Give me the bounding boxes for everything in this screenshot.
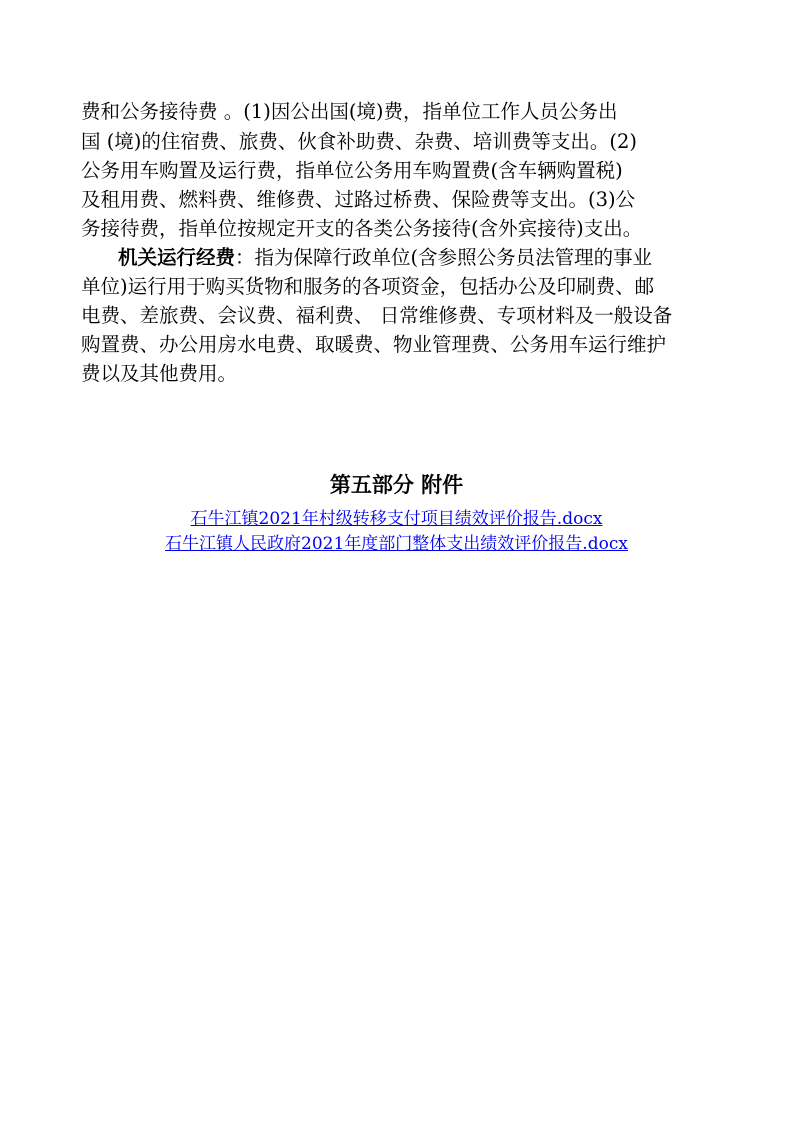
term-heading: 机关运行经费: [118, 246, 236, 269]
paragraph-line: 国 (境)的住宿费、旅费、伙食补助费、杂费、培训费等支出。(2): [81, 130, 638, 153]
paragraph-line: 单位)运行用于购买货物和服务的各项资金，包括办公及印刷费、邮: [81, 275, 655, 298]
paragraph-line: 费和公务接待费 。(1)因公出国(境)费，指单位工作人员公务出: [81, 100, 618, 123]
paragraph-line: 购置费、办公用房水电费、取暖费、物业管理费、公务用车运行维护: [81, 333, 667, 356]
paragraph-line: 及租用费、燃料费、维修费、过路过桥费、保险费等支出。(3)公: [81, 188, 636, 211]
term-definition-start: ：指为保障行政单位(含参照公务员法管理的事业: [235, 246, 653, 269]
paragraph-first-line: [118, 244, 721, 272]
paragraph-line: 公务用车购置及运行费，指单位公务用车购置费(含车辆购置税): [81, 159, 623, 182]
attachment-link[interactable]: 石牛江镇人民政府2021年度部门整体支出绩效评价报告.docx: [165, 534, 628, 554]
paragraph-line: 费以及其他费用。: [81, 362, 238, 385]
attachment-link[interactable]: 石牛江镇2021年村级转移支付项目绩效评价报告.docx: [190, 509, 603, 529]
section-title: 第五部分 附件: [329, 473, 464, 497]
paragraph-line: 电费、差旅费、会议费、福利费、 日常维修费、专项材料及一般设备: [81, 304, 673, 327]
paragraph-line: 务接待费，指单位按规定开支的各类公务接待(含外宾接待)支出。: [81, 217, 643, 240]
